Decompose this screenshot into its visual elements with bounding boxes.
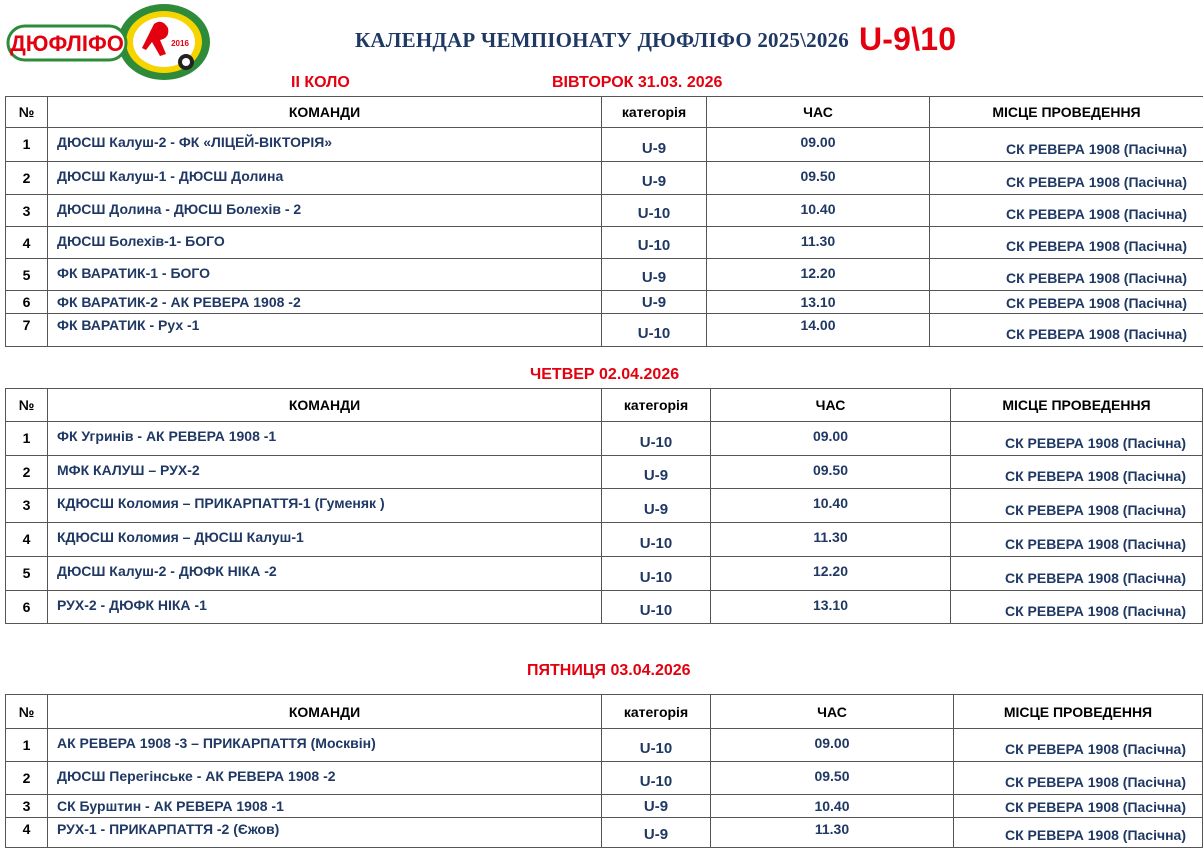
match-category: U-10 (602, 227, 707, 259)
match-venue: СК РЕВЕРА 1908 (Пасічна) (930, 195, 1203, 227)
match-venue: СК РЕВЕРА 1908 (Пасічна) (930, 128, 1203, 162)
match-time: 09.00 (707, 128, 930, 162)
match-num: 1 (6, 729, 48, 762)
table-header (6, 97, 1203, 128)
match-venue: СК РЕВЕРА 1908 (Пасічна) (954, 729, 1203, 762)
match-time: 09.50 (707, 162, 930, 195)
match-time: 09.50 (711, 456, 951, 489)
match-num: 4 (6, 818, 48, 848)
table-row (6, 128, 1203, 162)
match-venue: СК РЕВЕРА 1908 (Пасічна) (951, 523, 1203, 557)
match-time: 11.30 (711, 818, 954, 848)
match-time: 11.30 (707, 227, 930, 259)
logo-text: ДЮФЛІФО (10, 31, 124, 56)
match-teams: РУХ-2 - ДЮФК НІКА -1 (48, 591, 602, 624)
header-time: ЧАС (711, 389, 951, 422)
match-teams: ДЮСШ Калуш-2 - ФК «ЛІЦЕЙ-ВІКТОРІЯ» (48, 128, 602, 162)
match-num: 7 (6, 314, 48, 347)
day-label-1: ВІВТОРОК 31.03. 2026 (552, 74, 723, 91)
match-num: 6 (6, 291, 48, 314)
header-num: № (6, 389, 48, 422)
match-num: 2 (6, 762, 48, 795)
match-num: 6 (6, 591, 48, 624)
table-row (6, 195, 1203, 227)
header-teams: КОМАНДИ (48, 97, 602, 128)
match-num: 4 (6, 227, 48, 259)
match-time: 12.20 (707, 259, 930, 291)
title-main: КАЛЕНДАР ЧЕМПІОНАТУ ДЮФЛІФО 2025\2026 (355, 28, 849, 52)
match-category: U-10 (602, 195, 707, 227)
match-venue: СК РЕВЕРА 1908 (Пасічна) (951, 591, 1203, 624)
header-num: № (6, 695, 48, 729)
match-teams: ДЮСШ Болехів-1- БОГО (48, 227, 602, 259)
table-row (6, 162, 1203, 195)
match-category: U-9 (602, 128, 707, 162)
match-teams: РУХ-1 - ПРИКАРПАТТЯ -2 (Єжов) (48, 818, 602, 848)
match-teams: ДЮСШ Калуш-2 - ДЮФК НІКА -2 (48, 557, 602, 591)
match-category: U-9 (602, 259, 707, 291)
match-venue: СК РЕВЕРА 1908 (Пасічна) (930, 314, 1203, 347)
match-venue: СК РЕВЕРА 1908 (Пасічна) (954, 818, 1203, 848)
table-row (6, 795, 1203, 818)
match-venue: СК РЕВЕРА 1908 (Пасічна) (951, 456, 1203, 489)
header-category: категорія (602, 389, 711, 422)
day-label-3: ПЯТНИЦЯ 03.04.2026 (527, 662, 691, 679)
match-time: 13.10 (707, 291, 930, 314)
table-row (6, 489, 1203, 523)
page-title (355, 18, 956, 55)
match-venue: СК РЕВЕРА 1908 (Пасічна) (930, 162, 1203, 195)
table-row (6, 227, 1203, 259)
match-teams: СК Бурштин - АК РЕВЕРА 1908 -1 (48, 795, 602, 818)
schedule-table-3 (5, 694, 1203, 848)
match-venue: СК РЕВЕРА 1908 (Пасічна) (951, 489, 1203, 523)
match-category: U-10 (602, 591, 711, 624)
match-time: 14.00 (707, 314, 930, 347)
header-venue: МІСЦЕ ПРОВЕДЕННЯ (930, 97, 1203, 128)
match-time: 10.40 (711, 489, 951, 523)
match-time: 10.40 (707, 195, 930, 227)
match-num: 2 (6, 456, 48, 489)
table-row (6, 523, 1203, 557)
match-teams: ДЮСШ Перегінське - АК РЕВЕРА 1908 -2 (48, 762, 602, 795)
table-row (6, 762, 1203, 795)
match-venue: СК РЕВЕРА 1908 (Пасічна) (930, 259, 1203, 291)
header-category: категорія (602, 695, 711, 729)
match-teams: ДЮСШ Долина - ДЮСШ Болехів - 2 (48, 195, 602, 227)
match-venue: СК РЕВЕРА 1908 (Пасічна) (954, 762, 1203, 795)
table-row (6, 818, 1203, 848)
match-time: 11.30 (711, 523, 951, 557)
match-category: U-9 (602, 489, 711, 523)
match-category: U-10 (602, 422, 711, 456)
header-time: ЧАС (711, 695, 954, 729)
match-num: 1 (6, 128, 48, 162)
match-venue: СК РЕВЕРА 1908 (Пасічна) (930, 227, 1203, 259)
match-category: U-9 (602, 795, 711, 818)
table-row (6, 259, 1203, 291)
match-teams: КДЮСШ Коломия – ДЮСШ Калуш-1 (48, 523, 602, 557)
match-venue: СК РЕВЕРА 1908 (Пасічна) (954, 795, 1203, 818)
match-category: U-9 (602, 162, 707, 195)
schedule-table-2 (5, 388, 1203, 624)
match-num: 3 (6, 489, 48, 523)
title-category: U-9\10 (858, 21, 957, 57)
table-row (6, 557, 1203, 591)
match-teams: ФК ВАРАТИК - Рух -1 (48, 314, 602, 347)
header-teams: КОМАНДИ (48, 695, 602, 729)
match-time: 13.10 (711, 591, 951, 624)
match-teams: АК РЕВЕРА 1908 -3 – ПРИКАРПАТТЯ (Москвін) (48, 729, 602, 762)
match-category: U-9 (602, 291, 707, 314)
match-num: 3 (6, 195, 48, 227)
match-time: 12.20 (711, 557, 951, 591)
header-venue: МІСЦЕ ПРОВЕДЕННЯ (954, 695, 1203, 729)
round-label: ІІ КОЛО (291, 74, 350, 91)
table-header (6, 695, 1203, 729)
dyuflifo-logo (4, 2, 210, 80)
table-row (6, 314, 1203, 347)
table-row (6, 422, 1203, 456)
match-category: U-9 (602, 818, 711, 848)
match-teams: МФК КАЛУШ – РУХ-2 (48, 456, 602, 489)
table-row (6, 729, 1203, 762)
match-teams: ФК Угринів - АК РЕВЕРА 1908 -1 (48, 422, 602, 456)
match-venue: СК РЕВЕРА 1908 (Пасічна) (951, 422, 1203, 456)
match-num: 2 (6, 162, 48, 195)
match-category: U-10 (602, 523, 711, 557)
match-num: 1 (6, 422, 48, 456)
match-teams: ФК ВАРАТИК-1 - БОГО (48, 259, 602, 291)
table-header (6, 389, 1203, 422)
match-time: 09.50 (711, 762, 954, 795)
header-teams: КОМАНДИ (48, 389, 602, 422)
match-category: U-10 (602, 729, 711, 762)
day-label-2: ЧЕТВЕР 02.04.2026 (530, 366, 680, 383)
match-category: U-10 (602, 314, 707, 347)
match-category: U-9 (602, 456, 711, 489)
match-teams: КДЮСШ Коломия – ПРИКАРПАТТЯ-1 (Гуменяк ) (48, 489, 602, 523)
match-teams: ФК ВАРАТИК-2 - АК РЕВЕРА 1908 -2 (48, 291, 602, 314)
table-row (6, 456, 1203, 489)
header-venue: МІСЦЕ ПРОВЕДЕННЯ (951, 389, 1203, 422)
header-category: категорія (602, 97, 707, 128)
match-time: 10.40 (711, 795, 954, 818)
logo-year: 2016 (171, 39, 189, 48)
match-num: 5 (6, 557, 48, 591)
match-time: 09.00 (711, 422, 951, 456)
match-category: U-10 (602, 557, 711, 591)
table-row (6, 291, 1203, 314)
table-row (6, 591, 1203, 624)
header-time: ЧАС (707, 97, 930, 128)
header-num: № (6, 97, 48, 128)
match-venue: СК РЕВЕРА 1908 (Пасічна) (951, 557, 1203, 591)
match-category: U-10 (602, 762, 711, 795)
match-venue: СК РЕВЕРА 1908 (Пасічна) (930, 291, 1203, 314)
schedule-table-1 (5, 96, 1203, 347)
match-num: 3 (6, 795, 48, 818)
match-time: 09.00 (711, 729, 954, 762)
match-teams: ДЮСШ Калуш-1 - ДЮСШ Долина (48, 162, 602, 195)
match-num: 5 (6, 259, 48, 291)
match-num: 4 (6, 523, 48, 557)
